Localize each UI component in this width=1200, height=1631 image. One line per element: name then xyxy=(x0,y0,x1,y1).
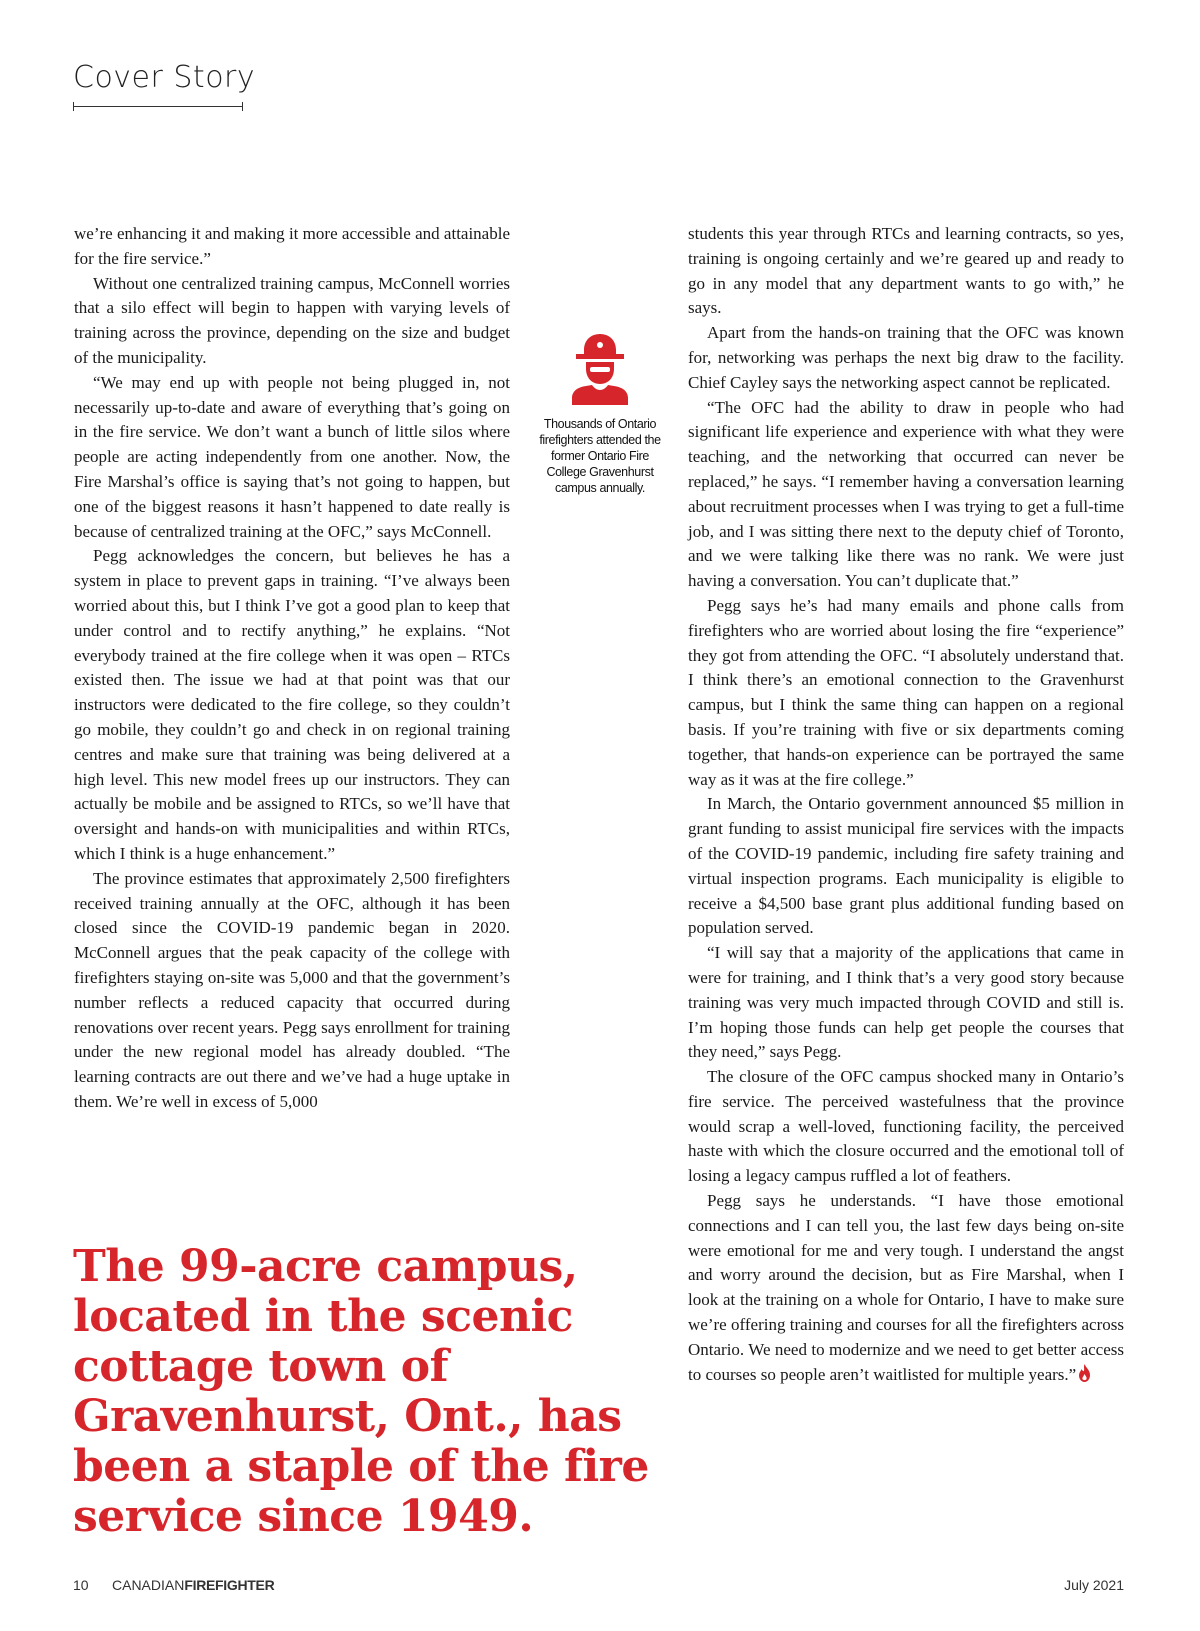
paragraph: Pegg says he’s had many emails and phone calls from firefighters who are worried about losing the fire “experience” they got from attending the OFC. “I absolutely understand that. I think there’s an emotional connection to the Gravenhurst campus, but I think the same thing can happen on a regional basis. If you’re training with five or six departments coming together, that hands-on experience can be portrayed the same way as it was at the fire college.” xyxy=(688,595,1124,789)
magazine-name xyxy=(112,1577,274,1593)
page-number: 10 xyxy=(73,1577,89,1593)
paragraph: The closure of the OFC campus shocked many in Ontario’s fire service. The perceived wastefulness that the province would scrap a well-loved, functioning facility, the perceived haste with which the closure occurred and the emotional toll of losing a legacy campus ruffled a lot of feathers. xyxy=(688,1067,1124,1186)
section-label: Cover Story xyxy=(73,60,256,95)
paragraph: students this year through RTCs and learning contracts, so yes, training is ongoing certainly and we’re geared up and ready to go in any model that any department wants to go with,” he says. xyxy=(688,224,1124,318)
paragraph: “The OFC had the ability to draw in people who had significant life experience and experience with what they were teaching, and the networking that occurred can never be replaced,” he says. “I remember having a conversation learning about recruitment processes when I was trying to get a full-time job, and I was sitting there next to the deputy chief of Toronto, and we were talking like there was no rank. We were just having a conversation. You can’t duplicate that.” xyxy=(688,397,1124,591)
magazine-prefix: CANADIAN xyxy=(112,1577,185,1593)
firefighter-icon xyxy=(562,330,638,406)
paragraph: “We may end up with people not being plugged in, not necessarily up-to-date and aware of everything that’s going on in the fire service. We don’t want a bunch of little silos where people are acting independently from one another. Now, the Fire Marshal’s office is saying that’s not going to happen, but one of the biggest reasons it hasn’t happened to date really is because of centralized training at the OFC,” says McConnell. xyxy=(74,372,510,541)
issue-date: July 2021 xyxy=(1064,1577,1124,1593)
paragraph: In March, the Ontario government announced $5 million in grant funding to assist municipal fire services with the impacts of the COVID-19 pandemic, including fire safety training and virtual inspection programs. Each municipality is eligible to receive a $4,500 base grant plus additional funding based on population served. xyxy=(688,794,1124,938)
magazine-title: FIREFIGHTER xyxy=(184,1577,275,1593)
sidebar-infobox xyxy=(530,330,670,496)
pull-quote: The 99-acre campus, located in the scenic cottage town of Gravenhurst, Ont., has been a staple of the fire service since 1949. xyxy=(73,1241,649,1542)
article-right-column xyxy=(688,222,1124,1387)
paragraph: Without one centralized training campus, McConnell worries that a silo effect will begin to happen with varying levels of training across the province, depending on the size and budget of the municipality. xyxy=(74,273,510,367)
paragraph: Apart from the hands-on training that the OFC was known for, networking was perhaps the next big draw to the facility. Chief Cayley says the networking aspect cannot be replicated. xyxy=(688,323,1124,392)
final-paragraph xyxy=(688,1189,1124,1387)
paragraph: we’re enhancing it and making it more accessible and attainable for the fire service.” xyxy=(74,224,510,268)
article-left-column xyxy=(74,222,510,1115)
paragraph: “I will say that a majority of the applications that came in were for training, and I think that’s a very good story because training was very much impacted through COVID and still is. I’m hoping those funds can help get people the courses that they need,” says Pegg. xyxy=(688,943,1124,1062)
paragraph: Pegg acknowledges the concern, but believes he has a system in place to prevent gaps in training. “I’ve always been worried about this, but I think I’ve got a good plan to keep that under control and to rectify anything,” he explains. “Not everybody trained at the fire college when it was open – RTCs existed then. The issue we had at that point was that our instructors were dedicated to the fire college, so they couldn’t go mobile, they couldn’t go and check in on regional training centres and make sure that training was being delivered at a high level. This new model frees up our instructors. They can actually be mobile and be assigned to RTCs, so we’ll have that oversight and hands-on with municipalities and within RTCs, which I think is a huge enhancement.” xyxy=(74,546,510,863)
section-rule xyxy=(73,106,243,107)
sidebar-caption: Thousands of Ontario firefighters attended the former Ontario Fire College Gravenhurst campus annually. xyxy=(539,417,661,495)
flame-end-icon xyxy=(1078,1364,1091,1382)
final-paragraph-text: Pegg says he understands. “I have those emotional connections and I can tell you, the last few days being on-site were emotional for me and very tough. I understand the angst and worry around the decision, but as Fire Marshal, when I look at the training on a whole for Ontario, I have to make sure we’re offering training and courses for all the firefighters across Ontario. We need to modernize and we need to get better access to courses so people aren’t waitlisted for multiple years.” xyxy=(688,1191,1124,1384)
paragraph: The province estimates that approximately 2,500 firefighters received training annually at the OFC, although it has been closed since the COVID-19 pandemic began in 2020. McConnell argues that the peak capacity of the college with firefighters staying on-site was 5,000 and that the government’s number reflects a reduced capacity that occurred during renovations over recent years. Pegg says enrollment for training under the new regional model has already doubled. “The learning contracts are out there and we’ve had a huge uptake in them. We’re well in excess of 5,000 xyxy=(74,868,510,1111)
